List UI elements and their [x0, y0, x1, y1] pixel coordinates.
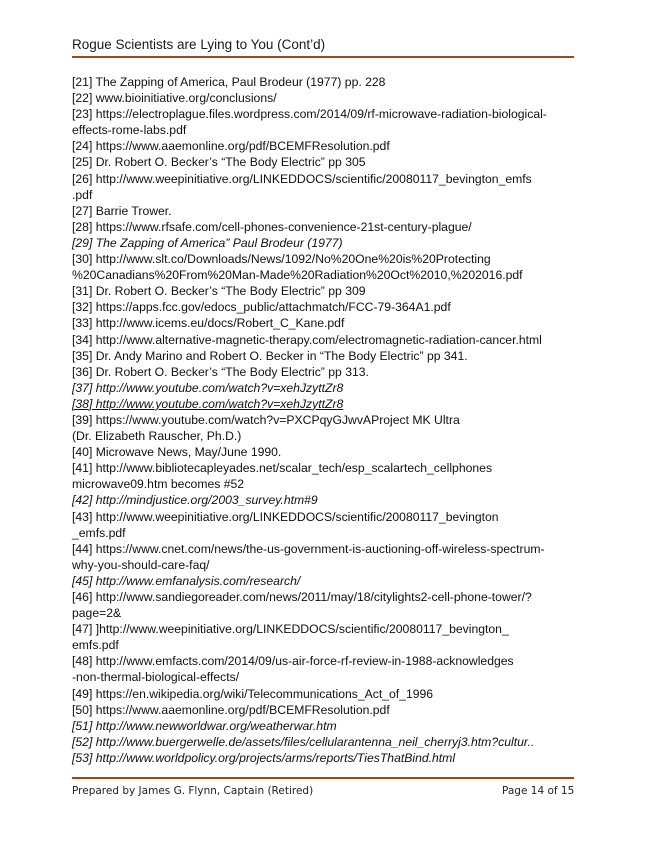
- reference-line: (Dr. Elizabeth Rauscher, Ph.D.): [72, 429, 242, 444]
- reference-line[interactable]: [47] ]http://www.weepinitiative.org/LINKEDDOCS/scientific/20080117_bevington_: [72, 622, 509, 637]
- footer-author: Prepared by James G. Flynn, Captain (Retired): [72, 785, 314, 797]
- reference-line[interactable]: [46] http://www.sandiegoreader.com/news/2011/may/18/citylights2-cell-phone-tower/?: [72, 590, 532, 604]
- reference-line[interactable]: [41] http://www.bibliotecapleyades.net/scalar_tech/esp_scalartech_cellphones: [72, 461, 493, 476]
- footer-divider: [72, 777, 574, 779]
- reference-line[interactable]: [26] http://www.weepinitiative.org/LINKEDDOCS/scientific/20080117_bevington_emfs: [72, 171, 532, 186]
- reference-line: -non-thermal-biological-effects/: [72, 670, 240, 685]
- reference-line[interactable]: [53] http://www.worldpolicy.org/projects/arms/reports/TiesThatBind.html: [72, 750, 456, 765]
- reference-line[interactable]: [50] https://www.aaemonline.org/pdf/BCEMFResolution.pdf: [72, 702, 390, 717]
- reference-line[interactable]: [49] https://en.wikipedia.org/wiki/Telecommunications_Act_of_1996: [72, 686, 434, 701]
- reference-line[interactable]: [52] http://www.buergerwelle.de/assets/files/cellularantenna_neil_cherryj3.htm?cultur..: [72, 734, 535, 749]
- reference-line[interactable]: [39] https://www.youtube.com/watch?v=PXCPqyGJwvAProject MK Ultra: [72, 412, 460, 427]
- reference-line[interactable]: [44] https://www.cnet.com/news/the-us-government-is-auctioning-off-wireless-spectrum-: [72, 541, 545, 556]
- reference-line: page=2&: [72, 606, 122, 621]
- reference-line[interactable]: [33] http://www.icems.eu/docs/Robert_C_Kane.pdf: [72, 316, 345, 331]
- reference-line: [35] Dr. Andy Marino and Robert O. Becker in “The Body Electric” pp 341.: [72, 348, 468, 363]
- reference-list: [72, 74, 577, 766]
- reference-line[interactable]: [24] https://www.aaemonline.org/pdf/BCEMFResolution.pdf: [72, 139, 390, 154]
- reference-line: effects-rome-labs.pdf: [72, 123, 187, 138]
- reference-line: emfs.pdf: [72, 638, 119, 653]
- reference-line[interactable]: [42] http://mindjustice.org/2003_survey.htm#9: [72, 493, 318, 508]
- footer-page-number: Page 14 of 15: [502, 785, 575, 797]
- reference-line: microwave09.htm becomes #52: [72, 477, 245, 492]
- reference-line[interactable]: [34] http://www.alternative-magnetic-therapy.com/electromagnetic-radiation-cancer.html: [72, 332, 542, 347]
- reference-line: [21] The Zapping of America, Paul Brodeur (1977) pp. 228: [72, 75, 386, 89]
- reference-line[interactable]: [43] http://www.weepinitiative.org/LINKEDDOCS/scientific/20080117_bevington: [72, 509, 499, 524]
- reference-line: [25] Dr. Robert O. Becker’s “The Body Electric” pp 305: [72, 155, 366, 170]
- reference-line[interactable]: [30] http://www.slt.co/Downloads/News/1092/No%20One%20is%20Protecting: [72, 252, 491, 267]
- reference-line: [40] Microwave News, May/June 1990.: [72, 445, 282, 460]
- header-divider: [72, 56, 574, 58]
- reference-line: _emfs.pdf: [72, 525, 126, 540]
- reference-line[interactable]: [51] http://www.newworldwar.org/weatherwar.htm: [72, 718, 337, 733]
- reference-line[interactable]: [22] www.bioinitiative.org/conclusions/: [72, 91, 277, 106]
- reference-line: %20Canadians%20From%20Man-Made%20Radiation%20Oct%2010,%202016.pdf: [72, 268, 523, 283]
- reference-line: .pdf: [72, 187, 93, 202]
- reference-line[interactable]: [23] https://electroplague.files.wordpress.com/2014/09/rf-microwave-radiation-biological-: [72, 107, 547, 122]
- reference-line[interactable]: [48] http://www.emfacts.com/2014/09/us-air-force-rf-review-in-1988-acknowledges: [72, 654, 514, 669]
- page-header-title: Rogue Scientists are Lying to You (Cont’d): [72, 37, 326, 52]
- reference-line: [31] Dr. Robert O. Becker’s “The Body Electric” pp 309: [72, 284, 366, 299]
- reference-line[interactable]: [38] http://www.youtube.com/watch?v=xehJzyttZr8: [72, 396, 344, 411]
- reference-line[interactable]: [32] https://apps.fcc.gov/edocs_public/attachmatch/FCC-79-364A1.pdf: [72, 300, 451, 315]
- reference-line: [36] Dr. Robert O. Becker’s “The Body Electric” pp 313.: [72, 364, 369, 379]
- reference-line: [27] Barrie Trower.: [72, 203, 172, 218]
- reference-line[interactable]: [45] http://www.emfanalysis.com/research/: [72, 573, 301, 588]
- reference-line[interactable]: [37] http://www.youtube.com/watch?v=xehJzyttZr8: [72, 380, 344, 395]
- reference-line[interactable]: [28] https://www.rfsafe.com/cell-phones-convenience-21st-century-plague/: [72, 219, 472, 234]
- reference-line: why-you-should-care-faq/: [72, 557, 210, 572]
- reference-line: [29] The Zapping of America” Paul Brodeur (1977): [72, 235, 343, 250]
